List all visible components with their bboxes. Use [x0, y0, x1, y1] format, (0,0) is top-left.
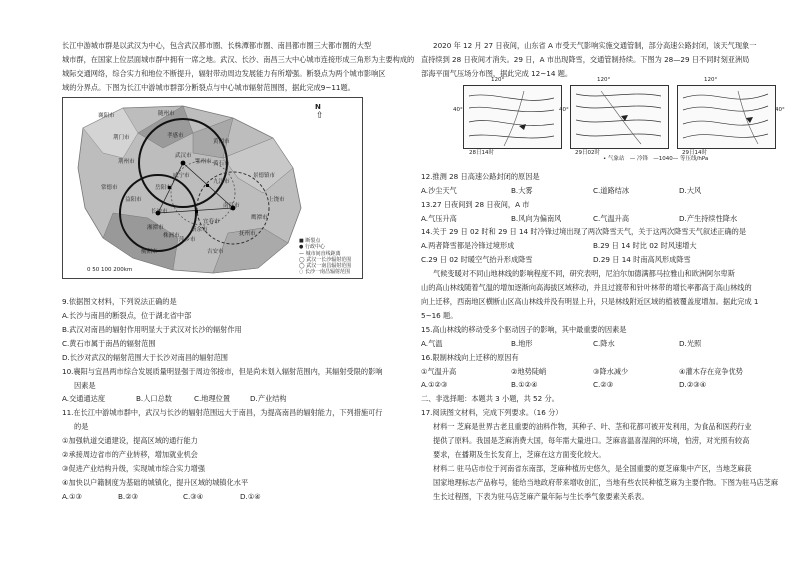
left-intro-line-4: 域的分界点。下图为长江中游城市群部分断裂点与中心城市辐射范围图，据此完成9~11题。 [62, 83, 355, 92]
right-intro2-line-1: 气候变暖对不同山地林线的影响程度不同，研究表明，尼泊尔加德满都马拉雅山和欧洲阿尔卑斯 [433, 269, 735, 278]
question-11-answer-c: C.③④ [183, 492, 204, 501]
question-14-stem: 14.关于 29 日 02 时和 29 日 14 时冷锋过境出现了两次降雪天气，关于这两次降雪天气叙述正确的是 [421, 227, 747, 236]
question-10-stem-cont: 因素是 [74, 381, 96, 390]
city-label: 常德市 [101, 185, 118, 191]
legend-item: ◌ 长沙一南昌辐射范围 [299, 269, 350, 276]
question-15-option-a: A.气温 [421, 339, 443, 348]
question-9-option-c: C.黄石市属于南昌的辐射范围 [62, 339, 156, 348]
right-intro-line-3: 部海平面气压场分布图，据此完成 12~14 题。 [421, 69, 573, 78]
question-10-option-b: B.人口总数 [136, 394, 172, 403]
chart-3-time: 29日14时 [682, 150, 707, 156]
chart-1-lat: 40° [453, 107, 463, 113]
question-12-option-c: C.道路结冰 [593, 186, 630, 195]
city-label: 衡阳市 [141, 249, 158, 255]
chart-2-time: 29日02时 [575, 150, 600, 156]
city-label: 宜春市 [203, 219, 220, 225]
question-9-option-a: A.长沙与南昌的断裂点，位于湖北省中部 [62, 311, 192, 320]
legend-cold-front: — 冷锋 [629, 156, 648, 162]
city-label: 新余市 [191, 227, 208, 233]
city-label: 孝感市 [167, 133, 184, 139]
city-label: 荆门市 [113, 135, 130, 141]
question-13-option-d: D.产生持续性降水 [679, 214, 738, 223]
right-intro-line-1: 2020 年 12 月 27 日夜间，山东省 A 市受天气影响实施交通管制，部分高速公路封闭，该天气现象一 [433, 41, 757, 50]
pressure-chart-1 [463, 85, 562, 149]
city-label: 南昌市 [223, 203, 240, 209]
question-9-option-d: D.长沙对武汉的辐射范围大于长沙对南昌的辐射范围 [62, 353, 228, 362]
chart-2-lat: 40° [559, 107, 569, 113]
city-label: 黄石市 [213, 161, 230, 167]
question-13-option-b: B.风向为偏南风 [511, 214, 562, 223]
question-16-answer-b: B.①②④ [511, 380, 538, 389]
north-arrow-glyph-icon: ⇧ [316, 111, 324, 121]
question-17-stem: 17.阅读图文材料，完成下列要求。（16 分） [421, 408, 563, 417]
city-label: 益阳市 [125, 197, 142, 203]
question-10-option-d: D.产业结构 [250, 394, 287, 403]
city-label: 九江市 [213, 179, 230, 185]
city-label: 随州市 [158, 111, 175, 117]
chart-1-lon: 120° [491, 77, 505, 83]
question-15-option-d: D.光照 [679, 339, 702, 348]
question-13-option-c: C.气温升高 [593, 214, 630, 223]
question-16-stem: 16.限制林线向上迁移的原因有 [421, 353, 519, 362]
question-15-option-c: C.降水 [593, 339, 615, 348]
question-16-item-3: ③降水减少 [593, 367, 629, 376]
right-intro2-line-3: 向上迁移，西南地区横断山区高山林线并没有明显上升，只是林线附近区域的植被覆盖度增加。据此完成 1 [421, 297, 759, 306]
legend-isobar: —1040— 等压线/hPa [653, 156, 709, 162]
material-line-6: 生长过程图，下表为驻马店芝麻产量年际与生长季气象要素关系表。 [433, 492, 649, 501]
left-intro-line-3: 城际交通网络，综合实力和地位不断提升，辐射带动周边发展能力有所增强。断裂点为两个城市影响区 [62, 69, 386, 78]
chart-3-lat: 40° [775, 107, 785, 113]
question-9-option-b: B.武汉对南昌的辐射作用明显大于武汉对长沙的辐射作用 [62, 325, 242, 334]
city-label: 荆州市 [118, 159, 135, 165]
question-15-option-b: B.地形 [511, 339, 533, 348]
question-16-answer-d: D.②③④ [679, 380, 707, 389]
material-line-2: 提供了原料。我国是芝麻消费大国，每年需大量进口。芝麻喜温喜湿润的环境，怕涝，对光照有较高 [433, 436, 750, 445]
north-arrow-icon: N [315, 103, 321, 111]
isobar-graphic [678, 86, 775, 148]
city-label: 岳阳市 [155, 185, 172, 191]
question-9-stem: 9.依据图文材料，下列说法正确的是 [62, 297, 177, 306]
question-16-item-2: ②地势陡峭 [511, 367, 547, 376]
question-10-option-c: C.地理位置 [194, 394, 231, 403]
legend-item: — 城市间直线距离 [299, 250, 341, 257]
right-intro2-line-2: 山的高山林线随着气温的增加逐渐向高海拔区域移动，并且过渡带和针叶林带的增长率都高于高山林线的 [421, 283, 752, 292]
legend-item: ◯ 武汉一长沙辐射范围 [299, 256, 352, 263]
city-label: 湘潭市 [147, 225, 164, 231]
question-12-stem: 12.推测 28 日高速公路封闭的原因是 [421, 172, 540, 181]
question-11-stem: 11.在长江中游城市群中，武汉与长沙的辐射范围远大于南昌，为提高南昌的辐射能力，下列措施可行 [62, 408, 383, 417]
question-14-option-c: C.29 日 02 时暖空气抬升形成降雪 [421, 255, 533, 264]
question-11-stem-cont: 的是 [74, 422, 89, 431]
city-label: 吉安市 [207, 249, 224, 255]
question-14-option-a: A.两者降雪都是冷锋过境形成 [421, 241, 515, 250]
left-intro-line-1: 长江中游城市群是以武汉为中心，包含武汉都市圈、长株潭都市圈、南昌都市圈三大都市圈的大型 [62, 41, 372, 50]
city-label: 抚州市 [239, 231, 256, 237]
city-label: 武汉市 [175, 153, 192, 159]
question-12-option-a: A.沙尘天气 [421, 186, 457, 195]
legend-item: ● 行政中心 [299, 244, 325, 251]
city-label: 萍乡市 [179, 237, 196, 243]
city-label: 鹰潭市 [251, 215, 268, 221]
legend-item: ◯ 武汉一南昌辐射范围 [299, 263, 352, 270]
question-12-option-b: B.大雾 [511, 186, 533, 195]
question-16-answer-a: A.①②③ [421, 380, 448, 389]
chart-legend [603, 157, 708, 163]
chart-3-lon: 120° [704, 77, 718, 83]
legend-item: ■ 断裂点 [299, 238, 321, 244]
isobar-graphic [464, 86, 561, 148]
chart-1-time: 28日14时 [469, 150, 494, 156]
question-14-option-b: B.29 日 14 时比 02 时风速增大 [593, 241, 697, 250]
question-11-item-3: ③促进产业结构升级，实现城市综合实力增强 [62, 464, 206, 473]
question-10-stem: 10.襄阳与宜昌两市综合发展质量明显强于周边邻接市，但是尚未划入辐射范围内，其辐射受限的影响 [62, 367, 383, 376]
question-10-option-a: A.交通通达度 [62, 394, 106, 403]
city-radiation-map [62, 97, 363, 279]
city-label: 上饶市 [268, 197, 285, 203]
question-11-item-4: ④加快以户籍制度为基础的城镇化，提升区域的城镇化水平 [62, 478, 249, 487]
question-11-item-2: ②承接周边省市的产业转移，增加就业机会 [62, 450, 198, 459]
question-11-answer-a: A.①③ [62, 492, 82, 501]
map-scale-bar: 0 50 100 200km [87, 267, 133, 273]
question-15-stem: 15.高山林线的移动受多个驱动因子的影响，其中最重要的因素是 [421, 325, 627, 334]
city-label: 景德镇市 [253, 173, 276, 179]
question-11-answer-b: B.②③ [118, 492, 139, 501]
chart-2-lon: 120° [597, 77, 611, 83]
pressure-chart-3 [677, 85, 776, 149]
right-intro-line-2: 直持续到 28 日夜间才消失。29 日，A 市出现降雪，交通管制持续。下图为 28—29 日不同时刻亚洲局 [421, 55, 750, 64]
city-label: 鄂州市 [195, 159, 212, 165]
pressure-chart-2 [570, 85, 669, 149]
question-14-option-d: D.29 日 14 时南高风形成降雪 [593, 255, 691, 264]
left-intro-line-2: 城市群，在国家上位层面城市群中拥有一席之地。武汉、长沙、南昌三大中心城市连接形成三角形为主要构成的 [62, 55, 415, 64]
question-13-option-a: A.气压升高 [421, 214, 457, 223]
material-line-4: 材料二 驻马店市位于河南省东南部，芝麻种植历史悠久，是全国重要的夏芝麻集中产区，当地芝麻获 [433, 464, 752, 473]
question-16-answer-c: C.②③ [593, 380, 614, 389]
right-intro2-line-4: 5~16 题。 [421, 311, 458, 320]
section-heading: 二、非选择题：本题共 3 小题，共 52 分。 [421, 394, 559, 403]
material-line-5: 国家地理标志产品称号，能给当地政府带来增收创汇，当地有些农民种植芝麻为主要作物。下图为驻马店芝麻 [433, 478, 779, 487]
question-11-answer-d: D.①④ [240, 492, 261, 501]
isobar-graphic [571, 86, 668, 148]
question-13-stem: 13.27 日夜间到 28 日夜间，A 市 [421, 200, 530, 209]
legend-station: • 气象站 [603, 156, 625, 162]
city-label: 株洲市 [163, 233, 180, 239]
city-label: 咸宁市 [173, 173, 190, 179]
city-label: 襄阳市 [98, 113, 115, 119]
material-line-1: 材料一 芝麻是世界古老且重要的油料作物，其种子、叶、茎和花都可被开发利用，为食品和医药行业 [433, 422, 752, 431]
question-16-item-4: ④灌木存在竞争优势 [679, 367, 743, 376]
question-11-item-1: ①加强轨道交通建设，提高区域的通行能力 [62, 436, 198, 445]
question-16-item-1: ①气温升高 [421, 367, 457, 376]
material-line-3: 要求，在播期及生长发育上，芝麻在这方面变化较大。 [433, 450, 606, 459]
city-label: 黄冈市 [213, 139, 230, 145]
city-label: 长沙市 [151, 209, 168, 215]
question-12-option-d: D.大风 [679, 186, 702, 195]
map-legend [299, 238, 351, 276]
